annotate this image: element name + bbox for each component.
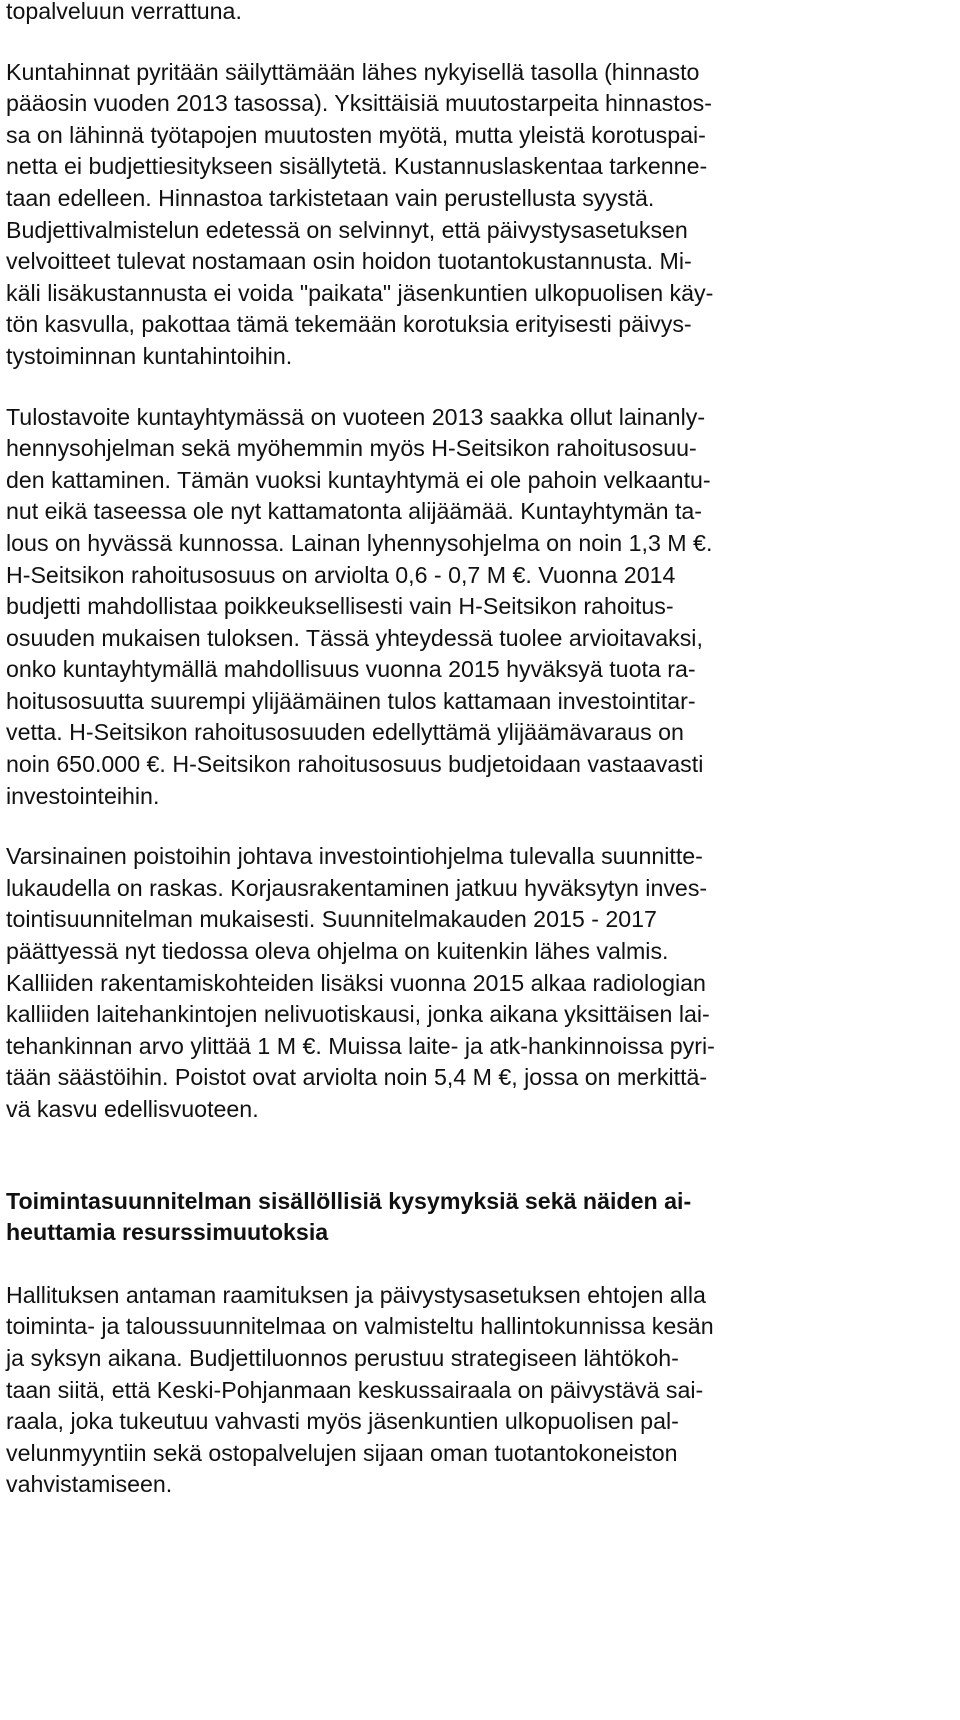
text-line: taan edelleen. Hinnastoa tarkistetaan vain perustellusta syystä. bbox=[6, 184, 655, 211]
text-line: Kalliiden rakentamiskohteiden lisäksi vuonna 2015 alkaa radiologian bbox=[6, 969, 706, 996]
text-line: lukaudella on raskas. Korjausrakentaminen jatkuu hyväksytyn inves- bbox=[6, 874, 708, 901]
paragraph bbox=[6, 1280, 956, 1501]
paragraph bbox=[6, 841, 956, 1125]
text-line: topalveluun verrattuna. bbox=[6, 0, 242, 24]
text-line: Tulostavoite kuntayhtymässä on vuoteen 2013 saakka ollut lainanly- bbox=[6, 403, 706, 430]
text-line: taan siitä, että Keski-Pohjanmaan keskussairaala on päivystävä sai- bbox=[6, 1376, 704, 1403]
text-line: netta ei budjettiesitykseen sisällytetä. Kustannuslaskentaa tarkenne- bbox=[6, 153, 708, 180]
text-line: vä kasvu edellisvuoteen. bbox=[6, 1096, 259, 1122]
text-line: tointisuunnitelman mukaisesti. Suunnitelmakauden 2015 - 2017 bbox=[6, 906, 657, 933]
text-line: osuuden mukaisen tuloksen. Tässä yhteydessä tuolee arvioitavaksi, bbox=[6, 624, 703, 651]
text-line: hennysohjelman sekä myöhemmin myös H-Seitsikon rahoitusosuu- bbox=[6, 435, 697, 462]
text-line: sa on lähinnä työtapojen muutosten myötä, mutta yleistä korotuspai- bbox=[6, 121, 706, 148]
text-line: lous on hyvässä kunnossa. Lainan lyhennysohjelma on noin 1,3 M €. bbox=[6, 529, 713, 556]
text-line: kalliiden laitehankintojen nelivuotiskausi, jonka aikana yksittäisen lai- bbox=[6, 1001, 710, 1028]
paragraph-gap bbox=[6, 812, 956, 841]
document-page bbox=[6, 0, 956, 1501]
paragraph bbox=[6, 0, 956, 28]
text-line: nut eikä taseessa ole nyt kattamatonta alijäämää. Kuntayhtymän ta- bbox=[6, 498, 703, 525]
paragraph-gap bbox=[6, 373, 956, 402]
heading-gap bbox=[6, 1249, 956, 1280]
paragraph bbox=[6, 402, 956, 813]
text-line: tön kasvulla, pakottaa tämä tekemään korotuksia erityisesti päivys- bbox=[6, 311, 692, 338]
text-line: Hallituksen antaman raamituksen ja päivystysasetuksen ehtojen alla bbox=[6, 1281, 706, 1308]
text-line: käli lisäkustannusta ei voida "paikata" jäsenkuntien ulkopuolisen käy- bbox=[6, 279, 714, 306]
text-line: H-Seitsikon rahoitusosuus on arviolta 0,6 - 0,7 M €. Vuonna 2014 bbox=[6, 561, 676, 588]
text-line: investointeihin. bbox=[6, 782, 160, 809]
text-line: Varsinainen poistoihin johtava investointiohjelma tulevalla suunnitte- bbox=[6, 843, 703, 870]
text-line: hoitusosuutta suurempi ylijäämäinen tulos kattamaan investointitar- bbox=[6, 687, 696, 714]
text-line: Kuntahinnat pyritään säilyttämään lähes nykyisellä tasolla (hinnasto bbox=[6, 58, 700, 85]
text-line: tystoiminnan kuntahintoihin. bbox=[6, 342, 293, 369]
text-line: onko kuntayhtymällä mahdollisuus vuonna 2015 hyväksyä tuota ra- bbox=[6, 656, 696, 683]
text-line: ja syksyn aikana. Budjettiluonnos perustuu strategiseen lähtökoh- bbox=[6, 1344, 679, 1371]
text-line: raala, joka tukeutuu vahvasti myös jäsenkuntien ulkopuolisen pal- bbox=[6, 1408, 679, 1435]
text-line: päättyessä nyt tiedossa oleva ohjelma on kuitenkin lähes valmis. bbox=[6, 938, 669, 965]
heading-line: Toimintasuunnitelman sisällöllisiä kysymyksiä sekä näiden ai- bbox=[6, 1187, 692, 1214]
text-line: noin 650.000 €. H-Seitsikon rahoitusosuus budjetoidaan vastaavasti bbox=[6, 751, 704, 778]
paragraph bbox=[6, 57, 956, 373]
text-line: Budjettivalmistelun edetessä on selvinnyt, että päivystysasetuksen bbox=[6, 216, 688, 243]
text-line: tehankinnan arvo ylittää 1 M €. Muissa laite- ja atk-hankinnoissa pyri- bbox=[6, 1032, 715, 1059]
text-line: pääosin vuoden 2013 tasossa). Yksittäisiä muutostarpeita hinnastos- bbox=[6, 90, 712, 117]
text-line: vahvistamiseen. bbox=[6, 1471, 173, 1498]
text-line: toiminta- ja taloussuunnitelmaa on valmisteltu hallintokunnissa kesän bbox=[6, 1313, 714, 1340]
paragraph-gap bbox=[6, 28, 956, 57]
heading-line: heuttamia resurssimuutoksia bbox=[6, 1219, 329, 1246]
text-line: budjetti mahdollistaa poikkeuksellisesti vain H-Seitsikon rahoitus- bbox=[6, 593, 674, 620]
section-gap bbox=[6, 1126, 956, 1186]
text-line: tään säästöihin. Poistot ovat arviolta noin 5,4 M €, jossa on merkittä- bbox=[6, 1064, 708, 1091]
text-line: velunmyyntiin sekä ostopalvelujen sijaan oman tuotantokoneiston bbox=[6, 1439, 678, 1466]
text-line: velvoitteet tulevat nostamaan osin hoidon tuotantokustannusta. Mi- bbox=[6, 248, 692, 275]
text-line: den kattaminen. Tämän vuoksi kuntayhtymä ei ole pahoin velkaantu- bbox=[6, 466, 711, 493]
section-heading bbox=[6, 1186, 956, 1249]
text-line: vetta. H-Seitsikon rahoitusosuuden edellyttämä ylijäämävaraus on bbox=[6, 719, 684, 746]
